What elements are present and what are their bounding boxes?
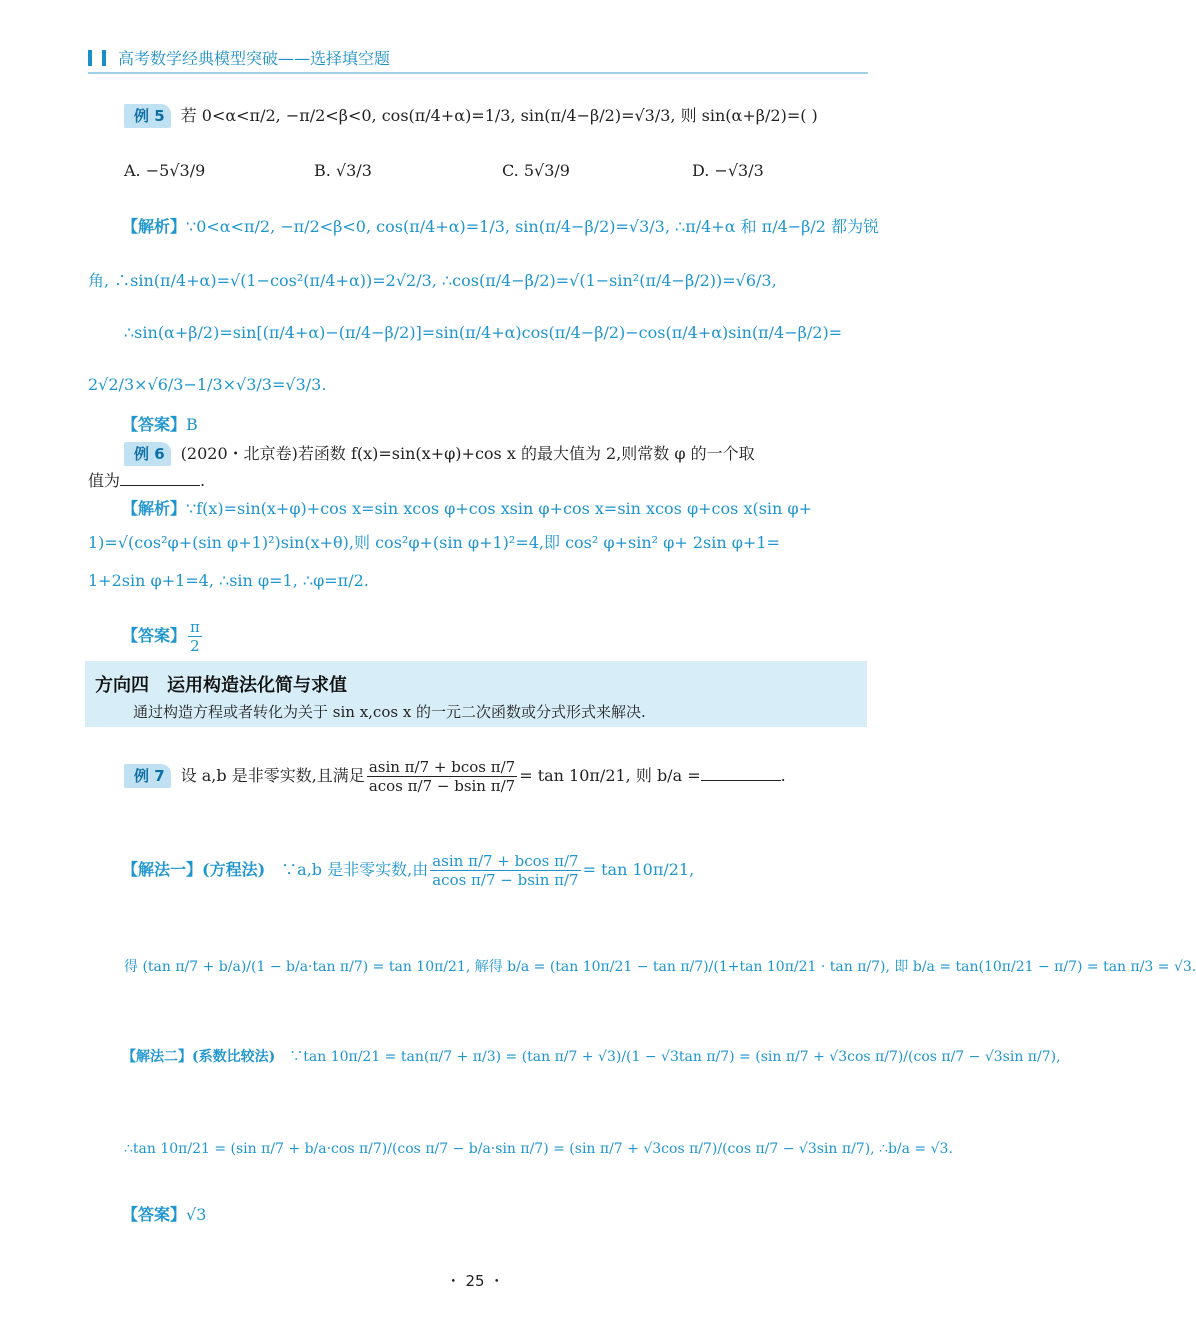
example-5-badge: 例 5	[124, 104, 171, 128]
option-d: D. −√3/3	[692, 161, 764, 180]
option-b: B. √3/3	[314, 161, 372, 180]
header-bar-icon	[88, 50, 92, 66]
method-2-line-2: ∴tan 10π/21 = (sin π/7 + b/a·cos π/7)/(cos π/7 − b/a·sin π/7) = (sin π/7 + √3cos π/7)/(cos π/7 − √3sin π/7), ∴b/a = √3.	[124, 1141, 953, 1157]
option-a: A. −5√3/9	[124, 161, 206, 180]
example-7-answer: 【答案】√3	[122, 1205, 207, 1224]
section-banner	[85, 661, 867, 727]
example-5-solution-line-4: 2√2/3×√6/3−1/3×√3/3=√3/3.	[88, 375, 327, 394]
method-2-line-1: 【解法二】(系数比较法) ∵tan 10π/21 = tan(π/7 + π/3) = (tan π/7 + √3)/(1 − √3tan π/7) = (sin π/7 + √3cos π/7)/(cos π/7 − √3sin π/7),	[122, 1049, 1061, 1065]
section-title: 方向四 运用构造法化简与求值	[95, 675, 347, 696]
example-7-question: 例 7 设 a,b 是非零实数,且满足 $\frac{\text{asin π/7 + bcos π/7}}{\text{acos π/7 − bsin π/7}}$ = tan 10π/21, 则 b/a = .	[124, 758, 786, 795]
example-5-answer: 【答案】B	[122, 415, 198, 434]
answer-blank	[701, 766, 781, 781]
method-1-line-1: 【解法一】(方程法) ∵a,b 是非零实数,由 $\frac{\text{asin π/7 + bcos π/7}}{\text{acos π/7 − bsin π/7}}$ = tan 10π/21,	[122, 852, 695, 889]
running-header	[88, 44, 868, 74]
example-6-question: 例 6 (2020・北京卷)若函数 f(x)=sin(x+φ)+cos x 的最大值为 2,则常数 φ 的一个取	[124, 442, 755, 466]
example-5-solution-line-3: ∴sin(α+β/2)=sin[(π/4+α)−(π/4−β/2)]=sin(π/4+α)cos(π/4−β/2)−cos(π/4+α)sin(π/4−β/2)=	[124, 323, 843, 342]
example-6-answer: 【答案】 $\frac{\pi}{2}$	[122, 618, 200, 655]
answer-blank	[120, 471, 200, 486]
section-description: 通过构造方程或者转化为关于 sin x,cos x 的一元二次函数或分式形式来解决.	[133, 703, 646, 721]
example-7-badge: 例 7	[124, 764, 171, 788]
page-number: ・ 25 ・	[445, 1272, 505, 1290]
example-5-question: 例 5 若 0<α<π/2, −π/2<β<0, cos(π/4+α)=1/3, sin(π/4−β/2)=√3/3, 则 sin(α+β/2)=( )	[124, 104, 818, 128]
method-1-line-2: 得 (tan π/7 + b/a)/(1 − b/a·tan π/7) = tan 10π/21, 解得 b/a = (tan 10π/21 − tan π/7)/(1+tan 10π/21 · tan π/7), 即 b/a = tan(10π/21 − π/7) = tan π/3 = √3.	[124, 959, 1196, 975]
example-6-badge: 例 6	[124, 442, 171, 466]
example-6-question-cont: 值为 .	[88, 471, 206, 490]
example-5-solution-line-2: 角, ∴sin(π/4+α)=√(1−cos²(π/4+α))=2√2/3, ∴cos(π/4−β/2)=√(1−sin²(π/4−β/2))=√6/3,	[88, 271, 777, 290]
example-6-solution-line-1: 【解析】∵f(x)=sin(x+φ)+cos x=sin xcos φ+cos xsin φ+cos x=sin xcos φ+cos x(sin φ+	[122, 499, 813, 518]
example-6-solution-line-3: 1+2sin φ+1=4, ∴sin φ=1, ∴φ=π/2.	[88, 571, 369, 590]
example-5-solution-line-1: 【解析】∵0<α<π/2, −π/2<β<0, cos(π/4+α)=1/3, sin(π/4−β/2)=√3/3, ∴π/4+α 和 π/4−β/2 都为锐	[122, 217, 880, 236]
header-title: 高考数学经典模型突破——选择填空题	[118, 49, 391, 68]
example-6-solution-line-2: 1)=√(cos²φ+(sin φ+1)²)sin(x+θ),则 cos²φ+(sin φ+1)²=4,即 cos² φ+sin² φ+ 2sin φ+1=	[88, 533, 780, 552]
header-bar-icon	[102, 50, 106, 66]
option-c: C. 5√3/9	[502, 161, 570, 180]
